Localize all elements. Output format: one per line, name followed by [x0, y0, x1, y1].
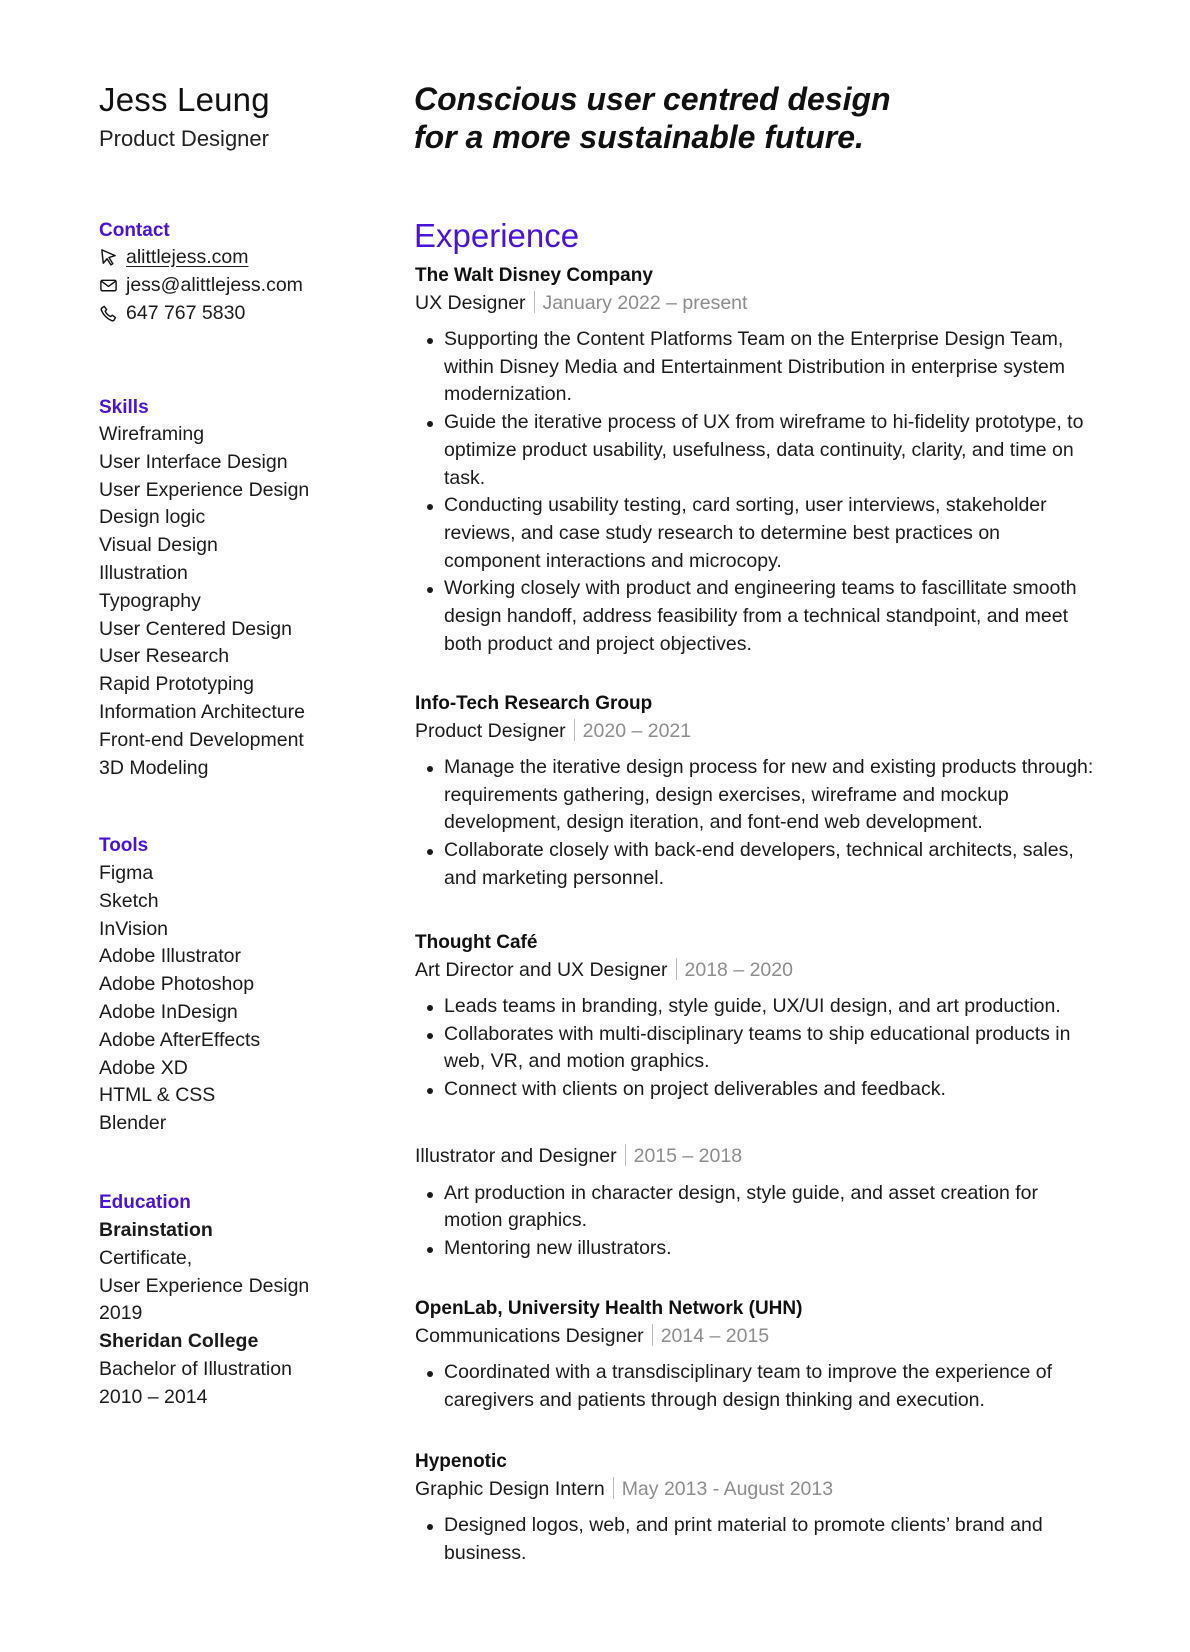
job-bullet: Coordinated with a transdisciplinary team to improve the experience of caregivers and patients through design thinking and execution. — [444, 1359, 1095, 1414]
job-company: The Walt Disney Company — [415, 265, 653, 286]
tools-heading: Tools — [99, 835, 149, 856]
job-bullets — [415, 1512, 1095, 1567]
job-role-line — [415, 718, 1095, 746]
job-entry — [415, 1295, 1095, 1414]
job-dates: 2020 – 2021 — [582, 719, 692, 742]
phone-text[interactable]: 647 767 5830 — [126, 301, 246, 324]
job-bullet: Guide the iterative process of UX from wireframe to hi-fidelity prototype, to optimize product usability, usefulness, data continuity, clarity, and time on task. — [444, 409, 1095, 492]
job-role: Graphic Design Intern — [415, 1477, 605, 1500]
candidate-title: Product Designer — [99, 126, 269, 151]
job-dates: 2014 – 2015 — [660, 1324, 770, 1347]
tool-item: HTML & CSS — [99, 1084, 216, 1107]
tool-item: Adobe AfterEffects — [99, 1028, 261, 1051]
education-list — [99, 1217, 309, 1412]
job-bullet: Working closely with product and engineering teams to fascillitate smooth design handoff, address feasibility from a technical standpoint, and meet both product and project objectives. — [444, 575, 1095, 658]
separator — [676, 958, 677, 980]
job-bullets — [415, 1359, 1095, 1414]
skill-item: User Experience Design — [99, 478, 310, 501]
job-entry — [415, 929, 1095, 1104]
skills-list — [99, 421, 309, 782]
job-entry — [415, 690, 1095, 893]
job-bullet: Connect with clients on project deliverables and feedback. — [444, 1076, 1095, 1104]
contact-website[interactable] — [99, 244, 303, 272]
job-dates: 2018 – 2020 — [684, 958, 793, 981]
mail-icon — [99, 276, 118, 295]
tool-item: Adobe XD — [99, 1056, 188, 1079]
skill-item: Information Architecture — [99, 700, 305, 723]
job-bullet: Leads teams in branding, style guide, UX/UI design, and art production. — [444, 993, 1095, 1021]
job-bullet: Collaborates with multi-disciplinary teams to ship educational products in web, VR, and motion graphics. — [444, 1021, 1095, 1076]
job-role-line — [415, 290, 1095, 318]
job-entry — [415, 1448, 1095, 1567]
candidate-name: Jess Leung — [99, 81, 270, 118]
education-school: Brainstation — [99, 1219, 213, 1241]
tagline — [414, 80, 891, 156]
experience-heading: Experience — [414, 217, 580, 254]
education-credential: User Experience Design — [99, 1274, 310, 1297]
job-dates: May 2013 - August 2013 — [621, 1477, 834, 1500]
separator — [652, 1324, 653, 1346]
job-role-line — [415, 1323, 1095, 1351]
education-credential: Bachelor of Illustration — [99, 1357, 292, 1380]
separator — [574, 719, 575, 741]
job-dates: January 2022 – present — [542, 291, 748, 314]
job-role: Communications Designer — [415, 1324, 644, 1347]
contact-heading: Contact — [99, 220, 170, 241]
contact-phone[interactable] — [99, 300, 303, 328]
tool-item: Figma — [99, 862, 154, 884]
skills-heading: Skills — [99, 397, 149, 418]
phone-icon — [99, 304, 118, 323]
contact-list — [99, 244, 303, 327]
job-role: Product Designer — [415, 719, 566, 742]
job-company: OpenLab, University Health Network (UHN) — [415, 1298, 803, 1319]
skill-item: User Interface Design — [99, 450, 288, 473]
job-role-line — [415, 957, 1095, 985]
cursor-icon — [99, 248, 118, 267]
job-role: UX Designer — [415, 291, 526, 314]
tool-item: Adobe Illustrator — [99, 945, 241, 968]
job-role-line — [415, 1476, 1095, 1504]
job-company: Info-Tech Research Group — [415, 693, 653, 714]
email-text[interactable]: jess@alittlejess.com — [126, 273, 303, 296]
job-entry — [415, 1143, 1095, 1263]
tools-list — [99, 860, 260, 1138]
job-bullet: Manage the iterative design process for new and existing products through: requirements gathering, design exercises, wireframe and mockup development, design iteration, and font-end web development. — [444, 754, 1095, 837]
separator — [625, 1144, 626, 1166]
job-bullets — [415, 1180, 1095, 1263]
job-bullet: Designed logos, web, and print material to promote clients’ brand and business. — [444, 1512, 1095, 1567]
education-heading: Education — [99, 1192, 191, 1213]
job-bullets — [415, 754, 1095, 893]
tool-item: Adobe InDesign — [99, 1000, 238, 1023]
job-dates: 2015 – 2018 — [633, 1145, 743, 1167]
job-bullet: Mentoring new illustrators. — [444, 1235, 1095, 1263]
job-role: Art Director and UX Designer — [415, 958, 668, 981]
job-bullet: Supporting the Content Platforms Team on the Enterprise Design Team, within Disney Media and Entertainment Distribution in enterprise system modernization. — [444, 326, 1095, 409]
job-bullet: Collaborate closely with back-end developers, technical architects, sales, and marketing personnel. — [444, 837, 1095, 892]
website-link[interactable]: alittlejess.com — [126, 246, 249, 268]
skill-item: Design logic — [99, 506, 206, 529]
tool-item: Sketch — [99, 889, 159, 912]
separator — [613, 1477, 614, 1499]
skill-item: Typography — [99, 589, 201, 612]
skill-item: Visual Design — [99, 534, 218, 557]
tool-item: InVision — [99, 917, 169, 940]
education-dates: 2019 — [99, 1302, 143, 1325]
education-credential: Certificate, — [99, 1246, 193, 1269]
job-role: Illustrator and Designer — [415, 1145, 617, 1167]
skill-item: 3D Modeling — [99, 756, 209, 779]
separator — [534, 291, 535, 313]
skill-item: Illustration — [99, 561, 188, 584]
job-entry — [415, 262, 1095, 658]
skill-item: Rapid Prototyping — [99, 673, 255, 696]
job-bullets — [415, 993, 1095, 1104]
skill-item: User Centered Design — [99, 617, 292, 640]
job-company: Hypenotic — [415, 1451, 507, 1472]
tagline-line-2: for a more sustainable future. — [414, 119, 864, 155]
job-bullet: Art production in character design, style guide, and asset creation for motion graphics. — [444, 1180, 1095, 1235]
job-bullets — [415, 326, 1095, 658]
job-role-line — [415, 1143, 1095, 1171]
tool-item: Blender — [99, 1112, 167, 1135]
education-school: Sheridan College — [99, 1330, 259, 1353]
skill-item: Front-end Development — [99, 728, 304, 751]
job-bullet: Conducting usability testing, card sorting, user interviews, stakeholder reviews, and case study research to determine best practices on component interactions and microcopy. — [444, 492, 1095, 575]
contact-email[interactable] — [99, 272, 303, 300]
tagline-line-1: Conscious user centred design — [414, 81, 891, 117]
job-company: Thought Café — [415, 932, 538, 953]
tool-item: Adobe Photoshop — [99, 973, 255, 996]
skill-item: Wireframing — [99, 423, 205, 445]
skill-item: User Research — [99, 645, 230, 668]
education-dates: 2010 – 2014 — [99, 1385, 208, 1408]
